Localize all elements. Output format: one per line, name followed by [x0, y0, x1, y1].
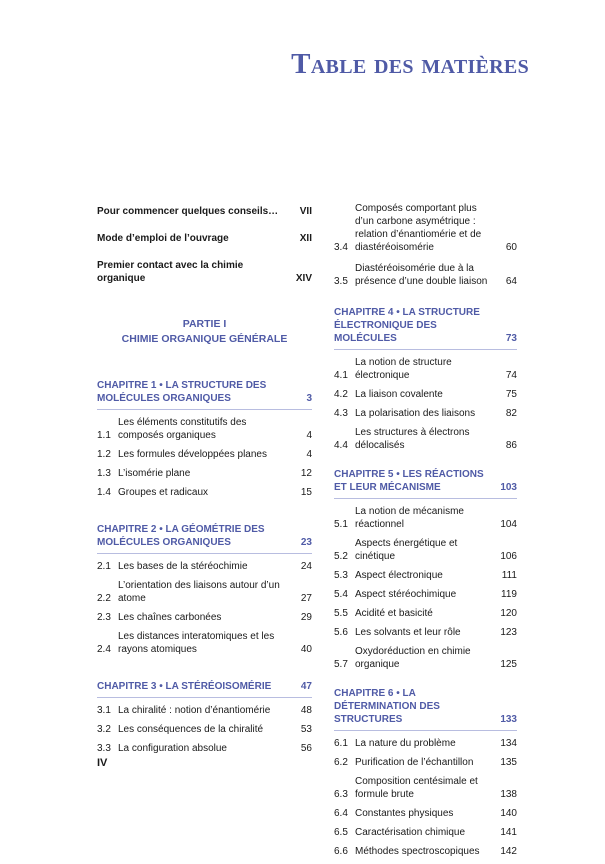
section-entry[interactable] [334, 388, 517, 401]
section-entry[interactable] [334, 607, 517, 620]
section-page: 104 [500, 519, 517, 530]
section-entry[interactable] [334, 202, 517, 254]
section-page: 40 [300, 644, 312, 655]
section-number: 1.1 [97, 430, 111, 441]
chapter-heading[interactable] [334, 468, 517, 499]
section-title: Aspects énergétique et cinétique [355, 538, 458, 562]
section-title: Acidité et basicité [355, 608, 433, 619]
section-title: Constantes physiques [355, 808, 454, 819]
section-title: Les distances interatomiques et les rayons atomiques [118, 631, 275, 655]
section-entry[interactable] [97, 448, 312, 461]
page-title: Table des matières [291, 48, 529, 80]
section-title: Composition centésimale et formule brute [355, 776, 478, 800]
section-number: 1.4 [97, 487, 111, 498]
section-entry[interactable] [97, 742, 312, 755]
chapter-title: CHAPITRE 4 • LA STRUCTURE ÉLECTRONIQUE DES MOLÉCULES [334, 307, 480, 344]
section-entry[interactable] [97, 723, 312, 736]
chapter-title: CHAPITRE 2 • LA GÉOMÉTRIE DES MOLÉCULES ORGANIQUES [97, 524, 265, 548]
section-page: 138 [500, 789, 517, 800]
section-title: Les bases de la stéréochimie [118, 561, 248, 572]
section-entry[interactable] [334, 537, 517, 563]
section-page: 56 [300, 743, 312, 754]
section-page: 134 [500, 738, 517, 749]
section-number: 6.3 [334, 789, 348, 800]
section-entry[interactable] [334, 505, 517, 531]
chapter-title: CHAPITRE 1 • LA STRUCTURE DES MOLÉCULES ORGANIQUES [97, 380, 267, 404]
section-list [97, 416, 312, 499]
section-number: 2.4 [97, 644, 111, 655]
chapter-title: CHAPITRE 3 • LA STÉRÉOISOMÉRIE [97, 681, 272, 692]
section-page: 142 [500, 846, 517, 857]
section-entry[interactable] [334, 626, 517, 639]
section-page: 27 [300, 593, 312, 604]
section-number: 5.5 [334, 608, 348, 619]
section-page: 82 [505, 408, 517, 419]
section-title: Groupes et radicaux [118, 487, 209, 498]
section-title: La chiralité : notion d’énantiomérie [118, 705, 271, 716]
section-entry[interactable] [334, 807, 517, 820]
section-entry[interactable] [97, 579, 312, 605]
section-list [334, 505, 517, 671]
section-number: 4.2 [334, 389, 348, 400]
section-number: 3.2 [97, 724, 111, 735]
chapter-heading[interactable] [334, 687, 517, 731]
front-matter-entry[interactable] [97, 205, 312, 218]
entry-page: VII [299, 206, 312, 217]
section-title: Les structures à électrons délocalisés [355, 427, 470, 451]
section-number: 2.3 [97, 612, 111, 623]
section-number: 2.1 [97, 561, 111, 572]
section-number: 5.3 [334, 570, 348, 581]
section-number: 3.1 [97, 705, 111, 716]
section-title: Les conséquences de la chiralité [118, 724, 264, 735]
section-title: La polarisation des liaisons [355, 408, 476, 419]
section-list [97, 560, 312, 656]
section-title: Les solvants et leur rôle [355, 627, 461, 638]
chapter-title: CHAPITRE 6 • LA DÉTERMINATION DES STRUCTURES [334, 688, 440, 725]
section-entry[interactable] [334, 356, 517, 382]
section-entry[interactable] [334, 645, 517, 671]
section-entry[interactable] [334, 826, 517, 839]
section-number: 4.1 [334, 370, 348, 381]
section-title: La liaison covalente [355, 389, 443, 400]
chapter-heading[interactable] [97, 680, 312, 698]
section-page: 4 [306, 430, 312, 441]
section-page: 24 [300, 561, 312, 572]
section-number: 5.1 [334, 519, 348, 530]
section-page: 15 [300, 487, 312, 498]
section-title: L’isomérie plane [118, 468, 191, 479]
chapter-3-continued [334, 202, 517, 288]
section-page: 86 [505, 440, 517, 451]
chapter-heading[interactable] [334, 306, 517, 350]
section-number: 5.2 [334, 551, 348, 562]
section-page: 4 [306, 449, 312, 460]
part-title: CHIMIE ORGANIQUE GÉNÉRALE [121, 333, 288, 345]
chapter-page: 73 [505, 333, 517, 344]
section-title: Les éléments constitutifs des composés organiques [118, 417, 247, 441]
section-title: La notion de structure électronique [355, 357, 452, 381]
part-heading [97, 317, 312, 347]
part-number: PARTIE I [182, 318, 227, 330]
section-page: 60 [505, 242, 517, 253]
section-page: 123 [500, 627, 517, 638]
chapter-page: 133 [500, 714, 517, 725]
section-title: Aspect électronique [355, 570, 443, 581]
section-page: 53 [300, 724, 312, 735]
chapter-heading[interactable] [97, 379, 312, 410]
section-title: Purification de l’échantillon [355, 757, 474, 768]
section-title: Composés comportant plus d’un carbone asymétrique : relation d’énantiomérie et de diastéréoisomérie [355, 203, 482, 253]
section-number: 5.4 [334, 589, 348, 600]
section-number: 6.1 [334, 738, 348, 749]
chapter-1 [97, 379, 312, 499]
section-entry[interactable] [97, 630, 312, 656]
section-entry[interactable] [97, 486, 312, 499]
chapter-4 [334, 306, 517, 452]
toc-right-column [334, 202, 517, 864]
section-page: 64 [505, 276, 517, 287]
section-page: 12 [300, 468, 312, 479]
section-entry[interactable] [334, 569, 517, 582]
section-entry[interactable] [334, 737, 517, 750]
section-number: 3.5 [334, 276, 348, 287]
entry-page: XIV [295, 273, 312, 284]
section-list [334, 737, 517, 858]
section-title: Aspect stéréochimique [355, 589, 457, 600]
section-title: La nature du problème [355, 738, 456, 749]
section-number: 5.7 [334, 659, 348, 670]
chapter-3 [97, 680, 312, 755]
chapter-heading[interactable] [97, 523, 312, 554]
chapter-page: 23 [300, 537, 312, 548]
section-title: Diastéréoisomérie due à la présence d’une double liaison [355, 263, 488, 287]
section-page: 141 [500, 827, 517, 838]
section-number: 6.2 [334, 757, 348, 768]
section-number: 6.6 [334, 846, 348, 857]
section-title: Caractérisation chimique [355, 827, 466, 838]
section-number: 1.2 [97, 449, 111, 460]
chapter-page: 47 [300, 681, 312, 692]
front-matter-entry[interactable] [97, 259, 312, 285]
section-entry[interactable] [334, 426, 517, 452]
section-number: 6.4 [334, 808, 348, 819]
section-number: 3.4 [334, 242, 348, 253]
section-number: 6.5 [334, 827, 348, 838]
entry-page: XII [299, 233, 312, 244]
section-title: Méthodes spectroscopiques [355, 846, 480, 857]
section-number: 3.3 [97, 743, 111, 754]
entry-title: Premier contact avec la chimie organique [97, 260, 244, 284]
section-entry[interactable] [97, 467, 312, 480]
front-matter-entry[interactable] [97, 232, 312, 245]
chapter-page: 3 [306, 393, 312, 404]
section-page: 135 [500, 757, 517, 768]
chapter-title: CHAPITRE 5 • LES RÉACTIONS ET LEUR MÉCANISME [334, 469, 484, 493]
section-page: 120 [500, 608, 517, 619]
section-entry[interactable] [334, 756, 517, 769]
section-title: La configuration absolue [118, 743, 227, 754]
section-number: 2.2 [97, 593, 111, 604]
section-page: 111 [501, 570, 517, 581]
section-page: 125 [500, 659, 517, 670]
section-entry[interactable] [97, 704, 312, 717]
section-page: 140 [500, 808, 517, 819]
entry-title: Mode d’emploi de l’ouvrage [97, 233, 229, 244]
section-entry[interactable] [334, 775, 517, 801]
section-page: 106 [500, 551, 517, 562]
section-number: 1.3 [97, 468, 111, 479]
section-entry[interactable] [97, 416, 312, 442]
entry-title: Pour commencer quelques conseils… [97, 206, 279, 217]
chapter-2 [97, 523, 312, 656]
section-list [97, 704, 312, 755]
section-title: L’orientation des liaisons autour d’un atome [118, 580, 280, 604]
chapter-5 [334, 468, 517, 671]
section-page: 119 [501, 589, 517, 600]
section-entry[interactable] [334, 407, 517, 420]
section-title: La notion de mécanisme réactionnel [355, 506, 464, 530]
toc-left-column [97, 202, 312, 761]
section-number: 4.4 [334, 440, 348, 451]
section-number: 5.6 [334, 627, 348, 638]
section-title: Oxydoréduction en chimie organique [355, 646, 471, 670]
section-entry[interactable] [334, 262, 517, 288]
section-list [334, 356, 517, 452]
section-number: 4.3 [334, 408, 348, 419]
chapter-6 [334, 687, 517, 858]
section-entry[interactable] [334, 588, 517, 601]
section-entry[interactable] [334, 845, 517, 858]
section-entry[interactable] [97, 611, 312, 624]
section-page: 48 [300, 705, 312, 716]
section-page: 29 [300, 612, 312, 623]
section-page: 74 [505, 370, 517, 381]
front-matter [97, 205, 312, 285]
section-title: Les chaînes carbonées [118, 612, 222, 623]
section-page: 75 [505, 389, 517, 400]
page-number: IV [97, 757, 108, 769]
chapter-page: 103 [500, 482, 517, 493]
section-entry[interactable] [97, 560, 312, 573]
section-title: Les formules développées planes [118, 449, 267, 460]
